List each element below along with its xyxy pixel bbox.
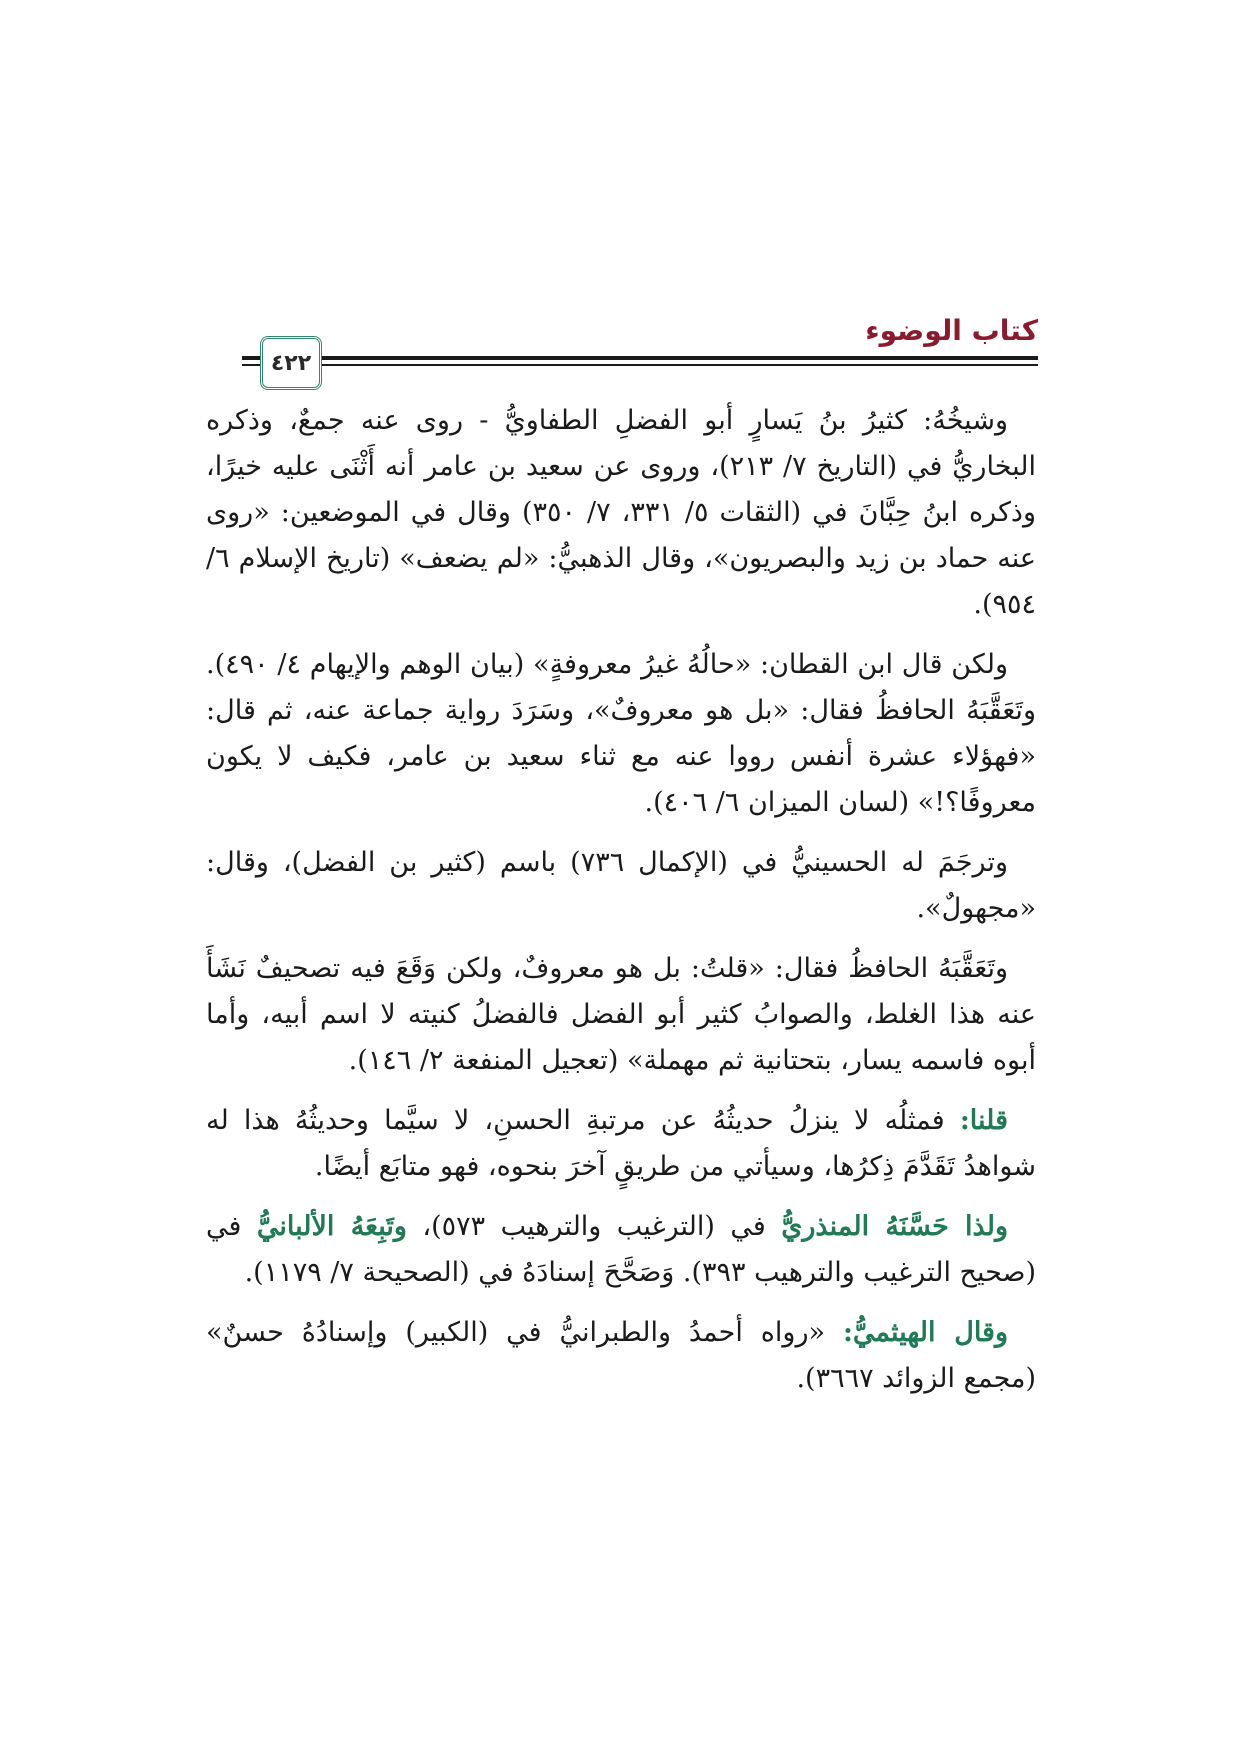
paragraph-7: [206, 1310, 1036, 1402]
paragraph-3: وترجَمَ له الحسينيُّ في (الإكمال ٧٣٦) باسم (كثير بن الفضل)، وقال: «مجهولٌ».: [206, 847, 1036, 924]
paragraph-7-text: «رواه أحمدُ والطبرانيُّ في (الكبير) وإسنادُهُ حسنٌ» (مجمع الزوائد ٣٦٦٧).: [206, 1317, 1036, 1394]
paragraph-6-lead2: وتَبِعَهُ الألبانيُّ: [256, 1211, 407, 1242]
paragraph-7-lead: وقال الهيثميُّ:: [842, 1317, 1009, 1348]
page-number: ٤٢٢: [260, 336, 322, 390]
paragraph-5-lead: قلنا:: [959, 1105, 1008, 1136]
paragraph-6: [206, 1204, 1036, 1296]
paragraph-5-text: فمثلُه لا ينزلُ حديثُهُ عن مرتبةِ الحسنِ، لا سيَّما وحديثُهُ هذا له شواهدُ تَقَدَّمَ ذِكرُها، وسيأتي من طريقٍ آخرَ بنحوه، فهو متابَع أيضًا.: [206, 1105, 1036, 1182]
page-body: [206, 398, 1036, 1416]
chapter-title: كتاب الوضوء: [865, 314, 1038, 347]
paragraph-6-mid: في (الترغيب والترهيب ٥٧٣)،: [406, 1211, 782, 1242]
paragraph-6-text: في (صحيح الترغيب والترهيب ٣٩٣). وَصَحَّحَ إسنادَهُ في (الصحيحة ٧/ ١١٧٩).: [206, 1211, 1036, 1288]
paragraph-1: وشيخُهُ: كثيرُ بنُ يَسارٍ أبو الفضلِ الطفاويُّ - روى عنه جمعٌ، وذكره البخاريُّ في (التاريخ ٧/ ٢١٣)، وروى عن سعيد بن عامر أنه أَثْنَى عليه خيرًا، وذكره ابنُ حِبَّانَ في (الثقات ٥/ ٣٣١، ٧/ ٣٥٠) وقال في الموضعين: «روى عنه حماد بن زيد والبصريون»، وقال الذهبيُّ: «لم يضعف» (تاريخ الإسلام ٦/ ٩٥٤).: [206, 405, 1036, 620]
paragraph-2: ولكن قال ابن القطان: «حالُهُ غيرُ معروفةٍ» (بيان الوهم والإيهام ٤/ ٤٩٠). وتَعَقَّبَهُ الحافظُ فقال: «بل هو معروفٌ»، وسَرَدَ رواية جماعة عنه، ثم قال: «فهؤلاء عشرة أنفس رووا عنه مع ثناء سعيد بن عامر، فكيف لا يكون معروفًا؟!» (لسان الميزان ٦/ ٤٠٦).: [206, 649, 1036, 818]
page-header: [242, 314, 1038, 386]
header-rule-thin: [242, 364, 1038, 366]
paragraph-5: [206, 1098, 1036, 1190]
paragraph-4: وتَعَقَّبَهُ الحافظُ فقال: «قلتُ: بل هو معروفٌ، ولكن وَقَعَ فيه تصحيفٌ نَشَأَ عنه هذا الغلط، والصوابُ كثير أبو الفضل فالفضلُ كنيته لا اسم أبيه، وأما أبوه فاسمه يسار، بتحتانية ثم مهملة» (تعجيل المنفعة ٢/ ١٤٦).: [206, 953, 1036, 1076]
header-rule: [242, 356, 1038, 360]
paragraph-6-lead: ولذا حَسَّنَهُ المنذريُّ: [781, 1211, 1008, 1242]
